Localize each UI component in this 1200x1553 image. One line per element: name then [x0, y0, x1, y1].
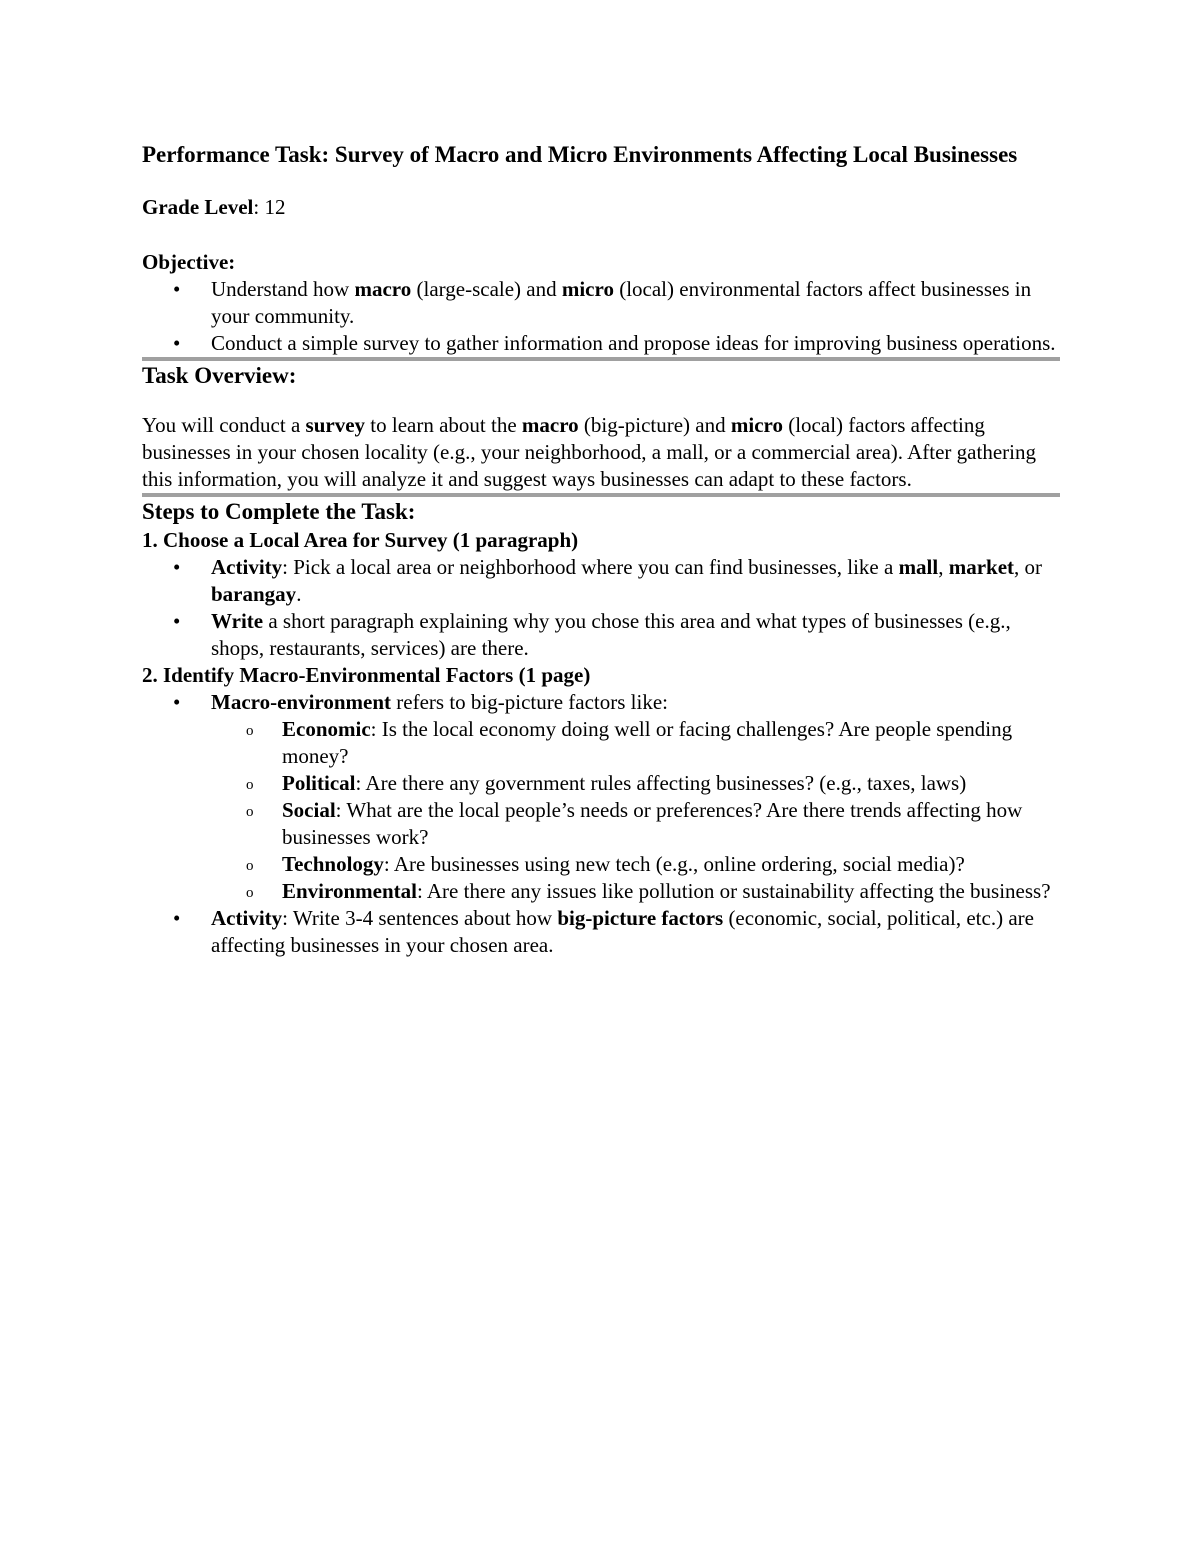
objective-text: Understand how — [211, 277, 355, 301]
steps-heading: Steps to Complete the Task: — [142, 499, 416, 524]
step-1-write — [142, 608, 1060, 662]
write-label: Write — [211, 609, 264, 633]
macro-environment-label: Macro-environment — [211, 690, 392, 714]
activity-bold-mall: mall — [898, 555, 939, 579]
objective-list — [142, 276, 1060, 357]
grade-level-separator: : — [253, 195, 265, 219]
activity-text: , — [938, 555, 949, 579]
overview-text: You will conduct a — [142, 413, 306, 437]
overview-bold-micro: micro — [730, 413, 783, 437]
task-overview-heading: Task Overview: — [142, 363, 297, 388]
factor-label: Technology — [282, 852, 384, 876]
overview-bold-macro: macro — [521, 413, 579, 437]
activity-bold-big-picture: big-picture factors — [557, 906, 724, 930]
macro-factor-technology — [211, 851, 1060, 878]
macro-factor-social — [211, 797, 1060, 851]
factor-label: Social — [282, 798, 336, 822]
factor-text: : Is the local economy doing well or facing challenges? Are people spending money? — [282, 717, 1013, 768]
activity-label: Activity — [211, 906, 283, 930]
factor-text: : Are there any issues like pollution or sustainability affecting the business? — [416, 879, 1051, 903]
document-title: Performance Task: Survey of Macro and Micro Environments Affecting Local Businesses — [142, 142, 1018, 167]
activity-text: , or — [1014, 555, 1043, 579]
activity-text: : Pick a local area or neighborhood where you can find businesses, like a — [282, 555, 899, 579]
factor-label: Environmental — [282, 879, 417, 903]
step-1-list — [142, 554, 1060, 662]
overview-text: (local) factors affecting businesses in your chosen locality (e.g., your neighborhood, a mall, or a commercial area). After gathering this information, you will analyze it and suggest ways businesses can adapt to these factors. — [142, 413, 1036, 491]
factor-text: : Are there any government rules affecting businesses? (e.g., taxes, laws) — [355, 771, 967, 795]
step-1-activity — [142, 554, 1060, 608]
step-2-list — [142, 689, 1060, 959]
activity-bold-barangay: barangay — [211, 582, 297, 606]
activity-text: . — [296, 582, 302, 606]
grade-level — [142, 194, 1060, 221]
step-1-title: 1. Choose a Local Area for Survey (1 paragraph) — [142, 528, 579, 552]
macro-environment-text: refers to big-picture factors like: — [391, 690, 668, 714]
macro-factor-political — [211, 770, 1060, 797]
write-text: a short paragraph explaining why you chose this area and what types of businesses (e.g., shops, restaurants, services) are there. — [211, 609, 1011, 660]
factor-text: : Are businesses using new tech (e.g., online ordering, social media)? — [383, 852, 965, 876]
activity-text: (economic, social, political, etc.) are affecting businesses in your chosen area. — [211, 906, 1034, 957]
objective-label: Objective: — [142, 250, 236, 274]
task-overview-paragraph — [142, 412, 1060, 493]
factor-label: Political — [282, 771, 356, 795]
activity-label: Activity — [211, 555, 283, 579]
step-2-title: 2. Identify Macro-Environmental Factors (1 page) — [142, 663, 591, 687]
grade-level-value: 12 — [264, 195, 286, 219]
macro-factor-list — [211, 716, 1060, 905]
objective-bold-macro: macro — [354, 277, 412, 301]
macro-factor-environmental — [211, 878, 1060, 905]
objective-bold-micro: micro — [561, 277, 614, 301]
overview-bold-survey: survey — [305, 413, 366, 437]
step-2-activity — [142, 905, 1060, 959]
objective-item — [142, 276, 1060, 330]
step-2-macro-environment — [142, 689, 1060, 905]
activity-bold-market: market — [948, 555, 1015, 579]
factor-text: : What are the local people’s needs or preferences? Are there trends affecting how businesses work? — [282, 798, 1023, 849]
overview-text: (big-picture) and — [578, 413, 731, 437]
objective-text: (local) environmental factors affect businesses in your community. — [211, 277, 1032, 328]
objective-text: (large-scale) and — [411, 277, 562, 301]
activity-text: : Write 3-4 sentences about how — [282, 906, 558, 930]
macro-factor-economic — [211, 716, 1060, 770]
grade-level-label: Grade Level — [142, 195, 254, 219]
objective-item — [142, 330, 1060, 357]
factor-label: Economic — [282, 717, 371, 741]
document-page — [142, 140, 1060, 959]
objective-text: Conduct a simple survey to gather information and propose ideas for improving business operations. — [211, 331, 1056, 355]
overview-text: to learn about the — [365, 413, 522, 437]
